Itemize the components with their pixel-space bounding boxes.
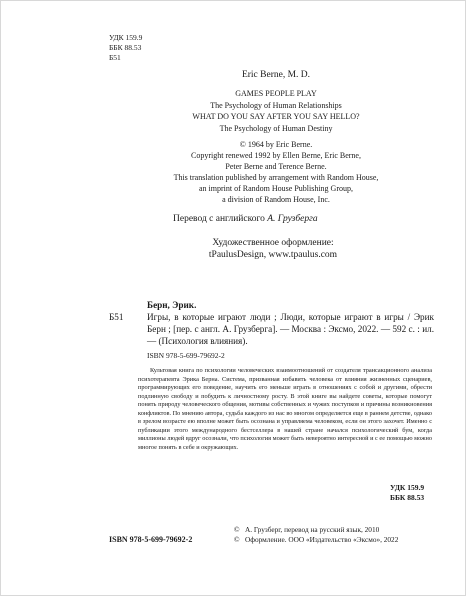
copyright-notice-text: А. Грузберг, перевод на русский язык, 2010: [245, 525, 380, 534]
copyright-notice-text: Оформление. ООО «Издательство «Эксмо», 2022: [245, 534, 399, 544]
original-title-1: GAMES PEOPLE PLAY: [235, 89, 317, 98]
isbn-bottom: ISBN 978-5-699-79692-2: [109, 535, 193, 544]
author-mark: Б51: [109, 53, 121, 62]
translation-label: Перевод с английского: [173, 214, 268, 224]
copyright-notices: [234, 525, 398, 544]
design-credit: [173, 237, 373, 261]
bbk-code-bottom: ББК 88.53: [390, 493, 425, 502]
annotation: [138, 367, 432, 452]
udk-code: УДК 159.9: [109, 33, 143, 42]
translator-name: А. Грузберга: [267, 214, 318, 224]
classification-codes-bottom: [390, 483, 424, 503]
copyright-line: a division of Random House, Inc.: [222, 195, 330, 204]
classification-codes: [109, 33, 142, 63]
catalog-code: Б51: [109, 312, 124, 322]
original-subtitle-1: The Psychology of Human Relationships: [210, 100, 342, 110]
copyright-line: Peter Berne and Terence Berne.: [225, 162, 327, 171]
original-copyright: [151, 139, 401, 205]
copyright-notice-translation: [234, 525, 398, 535]
copyright-line: Copyright renewed 1992 by Ellen Berne, Eric Berne,: [191, 151, 361, 160]
catalog-card: [109, 299, 434, 347]
original-title-2: WHAT DO YOU SAY AFTER YOU SAY HELLO?: [192, 112, 360, 121]
original-subtitle-2: The Psychology of Human Destiny: [219, 123, 333, 133]
copyright-icon: ©: [234, 525, 240, 534]
copyright-line: © 1964 by Eric Berne.: [239, 140, 313, 149]
annotation-text: Культовая книга по психологии человеческих взаимоотношений от создателя трансакционного анализа психотерапевта Эрика Берна. Система, призванная избавить человека от влияния жизненных сценариев, программирующих его поведение, научить его меньше играть в отношениях с собой и другими, обрести подлинную свободу и побудить к личностному росту. В этой книге вы найдете советы, которые помогут понять природу человеческого общения, мотивы собственных и чужих поступков и причины возникновения конфликтов. По мнению автора, судьба каждого из нас во многом определяется еще в раннем детстве, однако в зрелом возрасте ею вполне может быть осознана и управляема человеком, если он этого захочет. Именно с публикации этого международного бестселлера в нашей стране начался психологический бум, когда миллионы людей вдруг осознали, что психология может быть невероятно интересной и с ее помощью можно многое понять в себе и окружающих.: [138, 367, 432, 451]
original-titles: [151, 88, 401, 134]
copyright-line: an imprint of Random House Publishing Group,: [199, 184, 353, 193]
original-author: Eric Berne, M. D.: [241, 70, 311, 80]
design-value: tPaulusDesign, www.tpaulus.com: [208, 250, 338, 260]
copyright-notice-design: [234, 535, 398, 545]
bbk-code: ББК 88.53: [109, 43, 142, 52]
udk-code-bottom: УДК 159.9: [390, 483, 425, 492]
catalog-main-entry: Берн, Эрик.: [147, 300, 197, 310]
design-label: Художественное оформление:: [212, 238, 334, 248]
copyright-line: This translation published by arrangement with Random House,: [173, 173, 379, 182]
catalog-description: Игры, в которые играют люди ; Люди, которые играют в игры / Эрик Берн ; [пер. с англ. А. Грузберга]. — Москва : Эксмо, 2022. — 592 с. : ил. — (Психология влияния).: [147, 312, 434, 346]
copyright-icon: ©: [234, 534, 240, 544]
catalog-row: [109, 311, 434, 347]
translation-credit: [173, 214, 318, 224]
catalog-isbn: ISBN 978-5-699-79692-2: [147, 351, 225, 360]
